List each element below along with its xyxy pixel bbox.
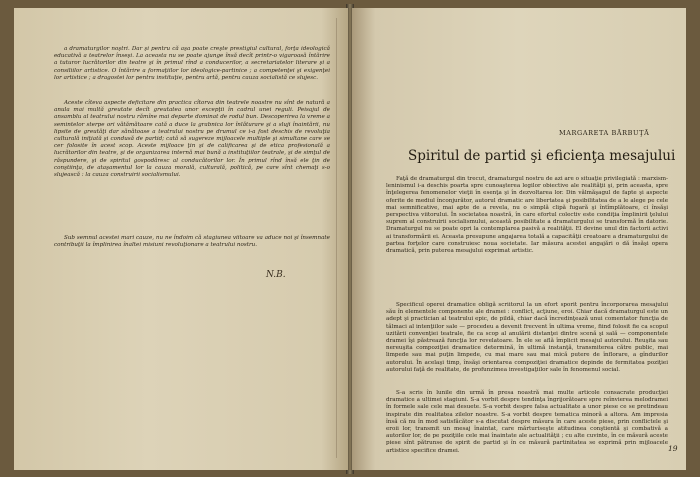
right-paragraph-2: Specificul operei dramatice obligă scriitorul la un efort sporit pentru încorporarea mesajului său în elementele componente ale dramei : conflict, acţiune, eroi. Chiar dacă dramaturgul este un adept şi practician al teatrului epic, de pildă, chiar dacă încredinţează unui comentator funcţia de tălmaci al intenţiilor sale — procedeu a devenit frecvent în ultima vreme, fiind folosit fie ca scopul uzitării convenţiei teatrale, fie ca scop al anulării distanţei dintre scenă şi sală — componentele dramei îşi păstrează funcţia lor revelatoare. În ele se află împlicit mesajul autorului. Reuşita sau nereuşita compoziţiei dramatice determină, în ultimă instanţă, transmiterea către public, mai limpede sau mai puţin limpede, cu mai mare sau mai mică putere de înflorare, a gîndurilor autorului. În acelaşi timp, însăşi orientarea compoziţiei dramatice depinde de fermitatea poziţiei autorului faţă de realitate, de profunzimea investigaţiilor sale în fenomenul social. (386, 302, 668, 373)
right-paragraph-3: S-a scris în lunile din urmă în presa noastră mai multe articole consacrate producţiei dramatice a ultimei stagiuni. S-a vorbit despre tendinţa îngrijorătoare spre reînvierea melodramei în formele sale cele mai desuete. S-a vorbit despre falsa actualitate a unor piese ce se pretindeau inspirate din realitatea zilelor noastre. S-a vorbit despre tematica minoră a altora. Am impresia însă că nu în mod satisfăcător s-a discutat despre măsura în care aceste piese, prin conflictele şi eroii lor, transmit un mesaj înaintat, care mărturiseşte atitudinea conştientă şi combativă a autorilor lor, de pe poziţiile cele mai înaintate ale actualităţii ; cu alte cuvinte, în ce măsură aceste piese sînt pătrunse de spirit de partid şi în ce măsură partinitatea se exprimă prin mijloacele artistice specifice dramei. (386, 390, 668, 454)
article-title: Spiritul de partid şi eficienţa mesajului (408, 148, 676, 164)
right-paragraph-1: Faţă de dramaturgul din trecut, dramaturgul nostru de azi are o situaţie privilegiată : marxism-leninismul i-a deschis poarta spre cunoaşterea legilor obiective ale realităţii şi, prin aceasta, spre înţelegerea fenomenelor vieţii în esenţa şi în dezvoltarea lor. Din vălmăşagul de fapte şi aspecte oferite de mediul înconjurător, autorul dramatic are libertatea şi posibilitatea de a le alege pe cele mai semnificative, mai apte de a revela, nu o simplă clipă fugară şi întîmplătoare, ci însăşi perspectiva viitorului. În societatea noastră, în care efortul colectiv este condiţia împlinirii ţelului suprem al construirii socialismului, această posibilitate a dramaturgului se transformă în datorie. Dramaturgul nu se poate opri la contemplarea pasivă a realităţii. El devine unul din factorii activi ai transformării ei. Aceasta presupune angajarea totală a capacităţii creatoare a dramaturgului de partea forţelor care construiesc noua societate. Iar măsura acestei angajări o dă însăşi opera dramatică, prin puterea mesajului exprimat artistic. (386, 176, 668, 255)
left-paragraph-3: Sub semnul acestei mari cauze, nu ne îndoim că stagiunea viitoare va aduce noi şi însemnate contribuţii la împlinirea înaltei misiuni revoluţionare a teatrului nostru. (54, 235, 330, 249)
article-author: MARGARETA BĂRBUŢĂ (559, 129, 650, 137)
left-paragraph-1: a dramaturgilor noştri. Dar şi pentru că aşa poate creşte prestigiul cultural, forţa ideologică educativă a teatrelor înseşi. La aceasta nu se poate ajunge însă decît printr-o vigaroasă întărire a tuturor lucrătorilor din teatre şi în primul rînd a conducerilor, a secretariatelor literare şi a consiliilor artistice. O întărire a formaţiilor lor ideologice-partinice ; a competenţei şi exigenţei lor artistice ; a dragostei lor pentru instituţie, pentru artă, pentru cauza socialistă ce slujesc. (54, 46, 330, 81)
page-edge-shadow (336, 18, 337, 458)
right-page (352, 8, 686, 470)
signature: N.B. (266, 270, 286, 280)
page-number: 19 (668, 444, 678, 453)
left-paragraph-2: Aceste cîteva aspecte deficitare din practica cîtorva din teatrele noastre nu sînt de natură a anula mai multă greutate decît greutatea unor excepţii în cadrul unei reguli. Peisajul de ansamblu al teatrului nostru rămîne mai departe dominat de rodul bun. Descoperirea la vreme a semintelor sterpe ori vătămătoare cată a duce la grabnica lor înlăturare şi a sluji înaintării, nu lipsite de greutăţi dar sănătoase a teatrului nostru pe drumul ce i-a fost deschis de revoluţia culturală iniţiată şi condusă de partid; cată să sugereze mijloacele multiple şi simultane care se cer folosite în acest scop. Aceste mijloace ţin şi de calificarea şi de etica profesională a lucrătorilor din teatre, şi de organizarea internă mai bună a instituţiilor teatrale, şi de simţul de răspundere, şi de spiritul gospodăresc al conducătorilor lor. În primul rînd însă ele ţin de conştiinţa, de ataşamentul lor la cauza morală, culturală, politică, pe care sînt chemaţi s-o slujească : la cauza construirii socialismului. (54, 100, 330, 179)
left-page (14, 8, 348, 470)
